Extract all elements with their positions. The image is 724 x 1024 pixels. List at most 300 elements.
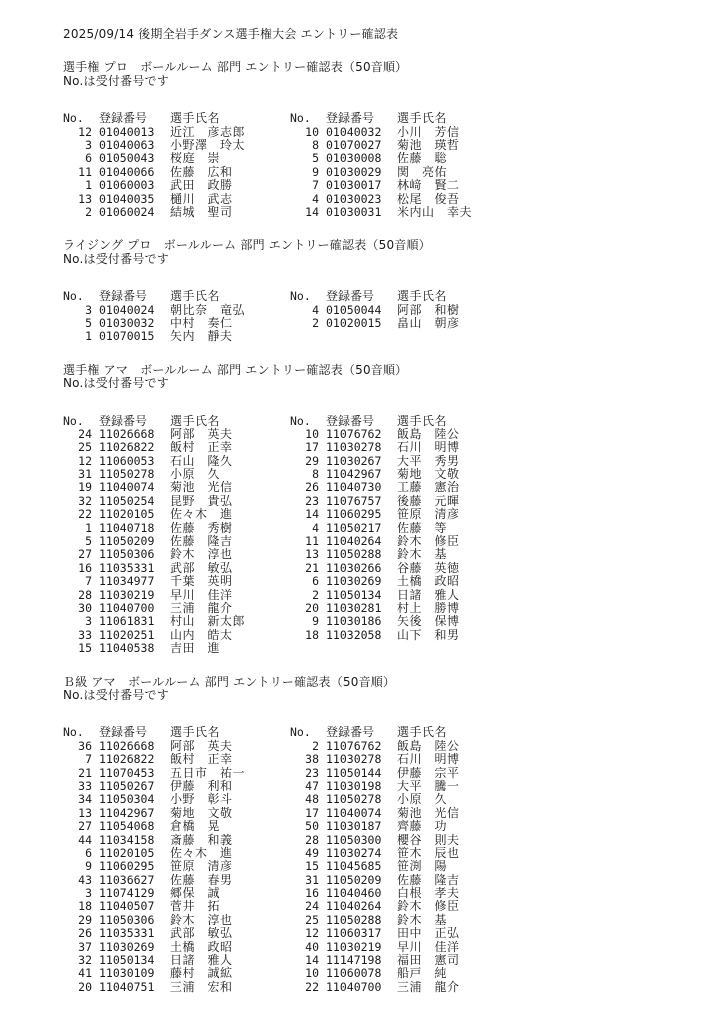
- entry-name: 鈴木 修臣: [397, 534, 460, 549]
- entry-reg: 11035331: [99, 560, 155, 575]
- entry-name: 菊地 文敬: [170, 805, 233, 820]
- entry-no: 1: [85, 329, 92, 344]
- entry-no: 25: [305, 912, 319, 927]
- entry-no: 44: [78, 832, 92, 847]
- entry-reg: 11026668: [99, 738, 155, 753]
- table-header-row: [290, 726, 517, 739]
- entry-no: 5: [312, 151, 319, 166]
- entry-name: 鈴木 淳也: [170, 912, 233, 927]
- entry-row: [63, 981, 290, 994]
- entry-no: 18: [78, 899, 92, 914]
- entry-reg: 01040035: [99, 191, 155, 206]
- entry-no: 9: [312, 614, 319, 629]
- entry-reg: 01030032: [99, 315, 155, 330]
- entry-name: 石川 明博: [397, 752, 460, 767]
- entry-no: 32: [78, 953, 92, 968]
- entry-name: 結城 聖司: [170, 204, 233, 219]
- entry-reg: 11042967: [326, 467, 382, 482]
- entry-name: 鈴木 基: [397, 912, 448, 927]
- entry-no: 2: [312, 587, 319, 602]
- entry-row: [63, 793, 290, 806]
- entry-name: 矢後 保博: [397, 614, 460, 629]
- entry-name: 飯島 陸公: [397, 738, 460, 753]
- entry-no: 14: [305, 953, 319, 968]
- entry-no: 2: [312, 738, 319, 753]
- entry-row: [290, 304, 517, 317]
- entry-name: 笹木 辰也: [397, 845, 460, 860]
- entry-row: [290, 481, 517, 494]
- entry-reg: 11060078: [326, 966, 382, 981]
- entry-row: [290, 834, 517, 847]
- entry-row: [290, 508, 517, 521]
- entry-no: 24: [78, 426, 92, 441]
- entry-row: [63, 642, 290, 655]
- entry-name: 佐々木 進: [170, 845, 233, 860]
- entry-reg: 11040264: [326, 899, 382, 914]
- entry-reg: 11040264: [326, 534, 382, 549]
- entry-reg: 11020105: [99, 845, 155, 860]
- entry-reg: 11054068: [99, 819, 155, 834]
- entry-no: 13: [305, 547, 319, 562]
- entry-no: 30: [78, 601, 92, 615]
- header-name: 選手氏名: [397, 111, 448, 126]
- table-header-row: [63, 415, 290, 428]
- section-heading: 選手権 プロ ボールルーム 部門 エントリー確認表（50音順）: [63, 60, 408, 75]
- entry-reg: 01030029: [326, 164, 382, 179]
- entry-name: 武田 政勝: [170, 178, 233, 193]
- entry-reg: 11050209: [99, 534, 155, 549]
- entry-row: [63, 441, 290, 454]
- header-name: 選手氏名: [397, 289, 448, 304]
- entry-no: 33: [78, 627, 92, 642]
- entry-name: 倉橋 晃: [170, 819, 221, 834]
- entry-no: 22: [305, 979, 319, 994]
- entry-name: 日諸 雅人: [397, 587, 460, 602]
- entry-no: 17: [305, 805, 319, 820]
- entry-no: 28: [78, 587, 92, 602]
- entry-no: 14: [305, 507, 319, 522]
- entry-table: [63, 290, 290, 344]
- entry-no: 2: [85, 204, 92, 219]
- entry-no: 2: [312, 315, 319, 330]
- entry-reg: 11045685: [326, 859, 382, 874]
- entry-name: 朝比奈 竜弘: [170, 302, 246, 317]
- entry-row: [63, 575, 290, 588]
- entry-no: 33: [78, 778, 92, 793]
- entry-reg: 11040730: [326, 480, 382, 495]
- entry-row: [63, 193, 290, 206]
- entry-name: 伊藤 利和: [170, 778, 233, 793]
- entry-row: [63, 967, 290, 980]
- entry-name: 関 亮佑: [397, 164, 448, 179]
- entry-no: 3: [85, 886, 92, 901]
- entry-name: 大平 秀男: [397, 453, 460, 468]
- header-reg: 登録番号: [99, 289, 148, 304]
- entry-reg: 11060295: [99, 859, 155, 874]
- entry-name: 小原 久: [170, 467, 221, 482]
- entry-reg: 11074129: [99, 886, 155, 901]
- sections-container: [63, 61, 704, 994]
- entry-no: 8: [312, 138, 319, 152]
- entry-name: 阿部 英夫: [170, 738, 233, 753]
- header-reg: 登録番号: [326, 289, 375, 304]
- entry-no: 12: [78, 124, 92, 139]
- entry-no: 21: [78, 765, 92, 780]
- entry-name: 林﨑 賢二: [397, 178, 460, 193]
- entry-name: 小川 芳信: [397, 124, 460, 139]
- header-reg: 登録番号: [326, 413, 375, 428]
- entry-row: [63, 767, 290, 780]
- section-note: No.は受付番号です: [63, 376, 169, 391]
- entry-name: 矢内 靜夫: [170, 329, 233, 344]
- entry-reg: 01040063: [99, 138, 155, 152]
- entry-name: 樋川 武志: [170, 191, 233, 206]
- entry-row: [63, 179, 290, 192]
- header-no: No.: [63, 725, 84, 740]
- entry-row: [290, 615, 517, 628]
- entry-row: [63, 589, 290, 602]
- entry-row: [63, 330, 290, 343]
- section-heading: ライジング プロ ボールルーム 部門 エントリー確認表（50音順）: [63, 238, 431, 253]
- entry-no: 38: [305, 752, 319, 767]
- section-heading: Ｂ級 アマ ボールルーム 部門 エントリー確認表（50音順）: [63, 674, 396, 689]
- entry-no: 19: [78, 480, 92, 495]
- header-reg: 登録番号: [99, 111, 148, 126]
- entry-reg: 11030269: [326, 574, 382, 589]
- entry-no: 22: [78, 507, 92, 522]
- entry-reg: 11034158: [99, 832, 155, 847]
- page-title: 2025/09/14 後期全岩手ダンス選手権大会 エントリー確認表: [63, 27, 399, 41]
- entry-name: 菊池 光信: [170, 480, 233, 495]
- entry-name: 日諸 雅人: [170, 953, 233, 968]
- entry-no: 4: [312, 191, 319, 206]
- entry-no: 18: [305, 627, 319, 642]
- entry-no: 7: [85, 574, 92, 589]
- entry-no: 1: [85, 520, 92, 535]
- header-name: 選手氏名: [170, 413, 221, 428]
- entry-name: 土橋 政昭: [170, 939, 233, 954]
- entry-no: 27: [78, 819, 92, 834]
- entry-reg: 11030278: [326, 752, 382, 767]
- entry-reg: 11020105: [99, 507, 155, 522]
- entry-row: [290, 967, 517, 980]
- section-tables: [63, 290, 704, 344]
- entry-no: 37: [78, 939, 92, 954]
- entry-row: [290, 548, 517, 561]
- entry-row: [290, 860, 517, 873]
- entry-reg: 11026668: [99, 426, 155, 441]
- entry-reg: 01030008: [326, 151, 382, 166]
- entry-no: 50: [305, 819, 319, 834]
- entry-name: 松尾 俊吾: [397, 191, 460, 206]
- entry-name: 鈴木 基: [397, 547, 448, 562]
- entry-row: [290, 317, 517, 330]
- entry-reg: 11050267: [99, 778, 155, 793]
- entry-reg: 01030017: [326, 178, 382, 193]
- header-reg: 登録番号: [99, 725, 148, 740]
- entry-row: [290, 767, 517, 780]
- entry-reg: 11026822: [99, 440, 155, 455]
- entry-no: 3: [85, 614, 92, 629]
- entry-reg: 11060317: [326, 926, 382, 941]
- entry-name: 佐藤 秀樹: [170, 520, 233, 535]
- entry-reg: 11060053: [99, 453, 155, 468]
- entry-reg: 11076762: [326, 738, 382, 753]
- section: [63, 239, 704, 343]
- entry-no: 12: [78, 453, 92, 468]
- entry-no: 20: [78, 979, 92, 994]
- entry-reg: 01020015: [326, 315, 382, 330]
- header-name: 選手氏名: [170, 111, 221, 126]
- entry-reg: 11030109: [99, 966, 155, 981]
- entry-name: 佐藤 等: [397, 520, 448, 535]
- entry-no: 3: [85, 138, 92, 152]
- entry-reg: 11050209: [326, 872, 382, 887]
- entry-name: 早川 佳洋: [397, 939, 460, 954]
- section-note: No.は受付番号です: [63, 687, 169, 702]
- entry-reg: 11030274: [326, 845, 382, 860]
- entry-table: [63, 726, 290, 994]
- entry-reg: 11050134: [99, 953, 155, 968]
- header-name: 選手氏名: [397, 725, 448, 740]
- entry-name: 大平 騰一: [397, 778, 460, 793]
- entry-reg: 01030031: [326, 204, 382, 219]
- entry-reg: 11040700: [99, 601, 155, 615]
- entry-row: [290, 179, 517, 192]
- entry-table: [63, 112, 290, 219]
- entry-no: 10: [305, 124, 319, 139]
- entry-no: 11: [305, 534, 319, 549]
- entry-row: [63, 941, 290, 954]
- entry-no: 6: [85, 151, 92, 166]
- entry-name: 佐藤 隆吉: [397, 872, 460, 887]
- entry-reg: 01070015: [99, 329, 155, 344]
- entry-row: [63, 615, 290, 628]
- entry-no: 31: [78, 467, 92, 482]
- entry-reg: 11040700: [326, 979, 382, 994]
- entry-name: 藤村 誠絋: [170, 966, 233, 981]
- entry-reg: 01050043: [99, 151, 155, 166]
- entry-no: 12: [305, 926, 319, 941]
- entry-row: [290, 820, 517, 833]
- entry-no: 9: [85, 859, 92, 874]
- entry-row: [63, 753, 290, 766]
- entry-no: 27: [78, 547, 92, 562]
- entry-name: 小野澤 玲太: [170, 138, 246, 152]
- entry-reg: 01030023: [326, 191, 382, 206]
- entry-reg: 11050306: [99, 912, 155, 927]
- entry-reg: 11030269: [99, 939, 155, 954]
- section-tables: [63, 415, 704, 656]
- entry-row: [63, 126, 290, 139]
- entry-no: 31: [305, 872, 319, 887]
- entry-name: 菅井 拓: [170, 899, 221, 914]
- entry-reg: 01060024: [99, 204, 155, 219]
- table-header-row: [63, 112, 290, 125]
- entry-row: [63, 927, 290, 940]
- entry-reg: 11030219: [99, 587, 155, 602]
- entry-no: 14: [305, 204, 319, 219]
- entry-no: 43: [78, 872, 92, 887]
- table-header-row: [290, 290, 517, 303]
- entry-reg: 01060003: [99, 178, 155, 193]
- entry-reg: 01070027: [326, 138, 382, 152]
- entry-no: 9: [312, 164, 319, 179]
- header-reg: 登録番号: [99, 413, 148, 428]
- entry-no: 23: [305, 765, 319, 780]
- entry-no: 15: [305, 859, 319, 874]
- entry-name: 畠山 朝彦: [397, 315, 460, 330]
- entry-name: 小原 久: [397, 792, 448, 807]
- entry-reg: 11030198: [326, 778, 382, 793]
- entry-no: 26: [305, 480, 319, 495]
- entry-reg: 11040074: [326, 805, 382, 820]
- entry-name: 鈴木 修臣: [397, 899, 460, 914]
- entry-row: [290, 927, 517, 940]
- entry-no: 4: [312, 520, 319, 535]
- header-no: No.: [63, 413, 84, 428]
- header-name: 選手氏名: [170, 289, 221, 304]
- entry-table: [290, 415, 517, 643]
- entry-name: 田中 正弘: [397, 926, 460, 941]
- entry-name: 郷保 誠: [170, 886, 221, 901]
- section-tables: [63, 112, 704, 219]
- entry-name: 五日市 祐一: [170, 765, 246, 780]
- entry-name: 阿部 和樹: [397, 302, 460, 317]
- entry-reg: 11050254: [99, 493, 155, 508]
- section-tables: [63, 726, 704, 994]
- entry-name: 佐藤 春男: [170, 872, 233, 887]
- section: [63, 61, 704, 219]
- entry-row: [290, 981, 517, 994]
- entry-no: 16: [78, 560, 92, 575]
- section-note: No.は受付番号です: [63, 73, 169, 88]
- entry-no: 10: [305, 426, 319, 441]
- entry-no: 20: [305, 601, 319, 615]
- entry-reg: 11076757: [326, 493, 382, 508]
- entry-no: 10: [305, 966, 319, 981]
- entry-reg: 11040538: [99, 641, 155, 656]
- entry-reg: 11050278: [99, 467, 155, 482]
- entry-reg: 11030278: [326, 440, 382, 455]
- entry-no: 17: [305, 440, 319, 455]
- entry-row: [290, 629, 517, 642]
- table-header-row: [290, 112, 517, 125]
- entry-no: 36: [78, 738, 92, 753]
- entry-row: [63, 860, 290, 873]
- entry-name: 昆野 貴弘: [170, 493, 233, 508]
- entry-name: 菊地 文敬: [397, 467, 460, 482]
- entry-no: 26: [78, 926, 92, 941]
- entry-name: 近江 彦志郎: [170, 124, 246, 139]
- entry-reg: 01040024: [99, 302, 155, 317]
- entry-reg: 11050134: [326, 587, 382, 602]
- entry-reg: 01050044: [326, 302, 382, 317]
- entry-reg: 11034977: [99, 574, 155, 589]
- entry-no: 5: [85, 315, 92, 330]
- entry-name: 武部 敏弘: [170, 926, 233, 941]
- entry-no: 5: [85, 534, 92, 549]
- entry-row: [290, 152, 517, 165]
- entry-reg: 11040074: [99, 480, 155, 495]
- entry-name: 鈴木 淳也: [170, 547, 233, 562]
- entry-row: [63, 152, 290, 165]
- entry-name: 土橋 政昭: [397, 574, 460, 589]
- entry-name: 米内山 幸夫: [397, 204, 473, 219]
- entry-name: 佐々木 進: [170, 507, 233, 522]
- entry-no: 32: [78, 493, 92, 508]
- entry-name: 菊池 瑛哲: [397, 138, 460, 152]
- entry-no: 24: [305, 899, 319, 914]
- entry-no: 47: [305, 778, 319, 793]
- entry-reg: 11147198: [326, 953, 382, 968]
- entry-reg: 11042967: [99, 805, 155, 820]
- entry-no: 1: [85, 178, 92, 193]
- entry-reg: 11050278: [326, 792, 382, 807]
- section-heading: 選手権 アマ ボールルーム 部門 エントリー確認表（50音順）: [63, 362, 408, 377]
- entry-name: 桜庭 崇: [170, 151, 221, 166]
- entry-name: 三浦 龍介: [170, 601, 233, 615]
- entry-name: 工藤 憲治: [397, 480, 460, 495]
- section-note: No.は受付番号です: [63, 251, 169, 266]
- entry-no: 6: [85, 845, 92, 860]
- entry-reg: 11050144: [326, 765, 382, 780]
- entry-name: 三浦 宏和: [170, 979, 233, 994]
- entry-reg: 11050306: [99, 547, 155, 562]
- entry-reg: 11060295: [326, 507, 382, 522]
- entry-name: 佐藤 聡: [397, 151, 448, 166]
- entry-reg: 01040066: [99, 164, 155, 179]
- entry-no: 7: [312, 178, 319, 193]
- entry-reg: 11020251: [99, 627, 155, 642]
- entry-reg: 11030281: [326, 601, 382, 615]
- header-reg: 登録番号: [326, 725, 375, 740]
- entry-reg: 11036627: [99, 872, 155, 887]
- entry-no: 49: [305, 845, 319, 860]
- entry-reg: 11030267: [326, 453, 382, 468]
- entry-table: [290, 726, 517, 994]
- entry-name: 村山 新太郎: [170, 614, 246, 629]
- entry-row: [290, 941, 517, 954]
- header-no: No.: [290, 111, 311, 126]
- entry-reg: 11050300: [326, 832, 382, 847]
- header-no: No.: [63, 111, 84, 126]
- entry-no: 7: [85, 752, 92, 767]
- entry-name: 武部 敏弘: [170, 560, 233, 575]
- entry-no: 29: [78, 912, 92, 927]
- entry-row: [290, 753, 517, 766]
- entry-name: 山内 皓太: [170, 627, 233, 642]
- entry-name: 阿部 英夫: [170, 426, 233, 441]
- entry-name: 笹原 清彦: [170, 859, 233, 874]
- header-reg: 登録番号: [326, 111, 375, 126]
- entry-name: 谷藤 英徳: [397, 560, 460, 575]
- entry-name: 佐藤 隆吉: [170, 534, 233, 549]
- entry-row: [290, 206, 517, 219]
- entry-row: [290, 193, 517, 206]
- entry-no: 21: [305, 560, 319, 575]
- entry-name: 村上 勝博: [397, 601, 460, 615]
- entry-reg: 11030266: [326, 560, 382, 575]
- entry-row: [63, 304, 290, 317]
- entry-reg: 11035331: [99, 926, 155, 941]
- entry-reg: 11050288: [326, 912, 382, 927]
- entry-reg: 11026822: [99, 752, 155, 767]
- entry-name: 飯島 陸公: [397, 426, 460, 441]
- entry-name: 齊藤 功: [397, 819, 448, 834]
- table-header-row: [63, 290, 290, 303]
- entry-no: 6: [312, 574, 319, 589]
